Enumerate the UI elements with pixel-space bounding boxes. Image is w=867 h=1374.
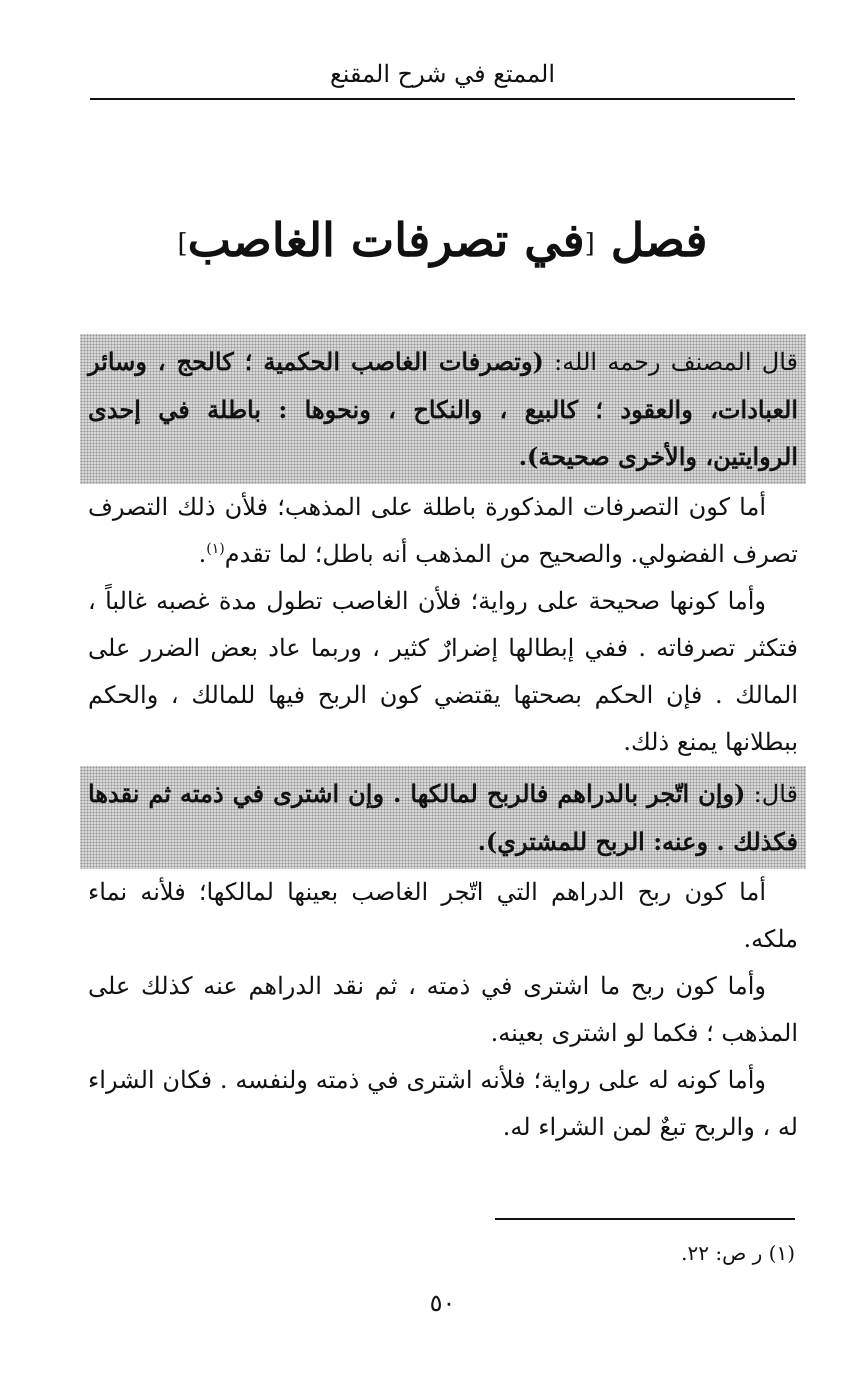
quote-text: (وتصرفات الغاصب الحكمية ؛ كالحج ، وسائر العبادات، والعقود ؛ كالبيع ، والنكاح ، ونحوها : باطلة في إحدى الروايتين، والأخرى صحيحة). [88,347,798,471]
title-open-bracket: [ [584,229,595,259]
paragraph [88,578,798,766]
footnote: (١) ر ص: ٢٢. [681,1241,795,1265]
paragraph [88,484,798,578]
paragraph [88,869,798,963]
quote-lead: قال المصنف رحمه الله: [543,348,799,376]
paragraph-text: أما كون التصرفات المذكورة باطلة على المذهب؛ فلأن ذلك التصرف تصرف الفضولي. والصحيح من المذهب أنه باطل؛ لما تقدم [88,493,798,568]
paragraph [88,1057,798,1151]
running-header: الممتع في شرح المقنع [330,60,555,88]
quote-block [80,334,806,484]
section-title [90,205,795,279]
body-text [88,334,798,1151]
quote-text: (وإن اتّجر بالدراهم فالربح لمالكها . وإن اشترى في ذمته ثم نقدها فكذلك . وعنه: الربح للمشتري). [88,779,798,856]
paragraph-text: وأما كونها صحيحة على رواية؛ فلأن الغاصب تطول مدة غصبه غالباً ، فتكثر تصرفاته . ففي إبطالها إضرارٌ كثير ، وربما عاد بعض الضرر على المالك . فإن الحكم بصحتها يقتضي كون الربح فيها للمالك ، والحكم ببطلانها يمنع ذلك. [88,587,798,756]
paragraph-text-end: . [198,540,207,568]
title-close-bracket: ] [177,229,188,259]
page-number: ٥٠ [429,1289,456,1317]
paragraph-text: أما كون ربح الدراهم التي اتّجر الغاصب بعينها لمالكها؛ فلأنه نماء ملكه. [88,878,798,953]
section-title-main: في تصرفات الغاصب [187,213,585,267]
quote-lead: قال: [745,780,798,808]
paragraph-text: وأما كونه له على رواية؛ فلأنه اشترى في ذمته ولنفسه . فكان الشراء له ، والربح تبعٌ لمن الشراء له. [88,1066,798,1141]
paragraph-text: وأما كون ربح ما اشترى في ذمته ، ثم نقد الدراهم عنه كذلك على المذهب ؛ فكما لو اشترى بعينه. [88,972,798,1047]
section-title-word: فصل [610,213,708,267]
quote-block [80,766,806,869]
header-rule [90,98,795,100]
paragraph [88,963,798,1057]
footnote-reference: (١) [206,541,225,557]
footnote-rule [495,1218,795,1220]
